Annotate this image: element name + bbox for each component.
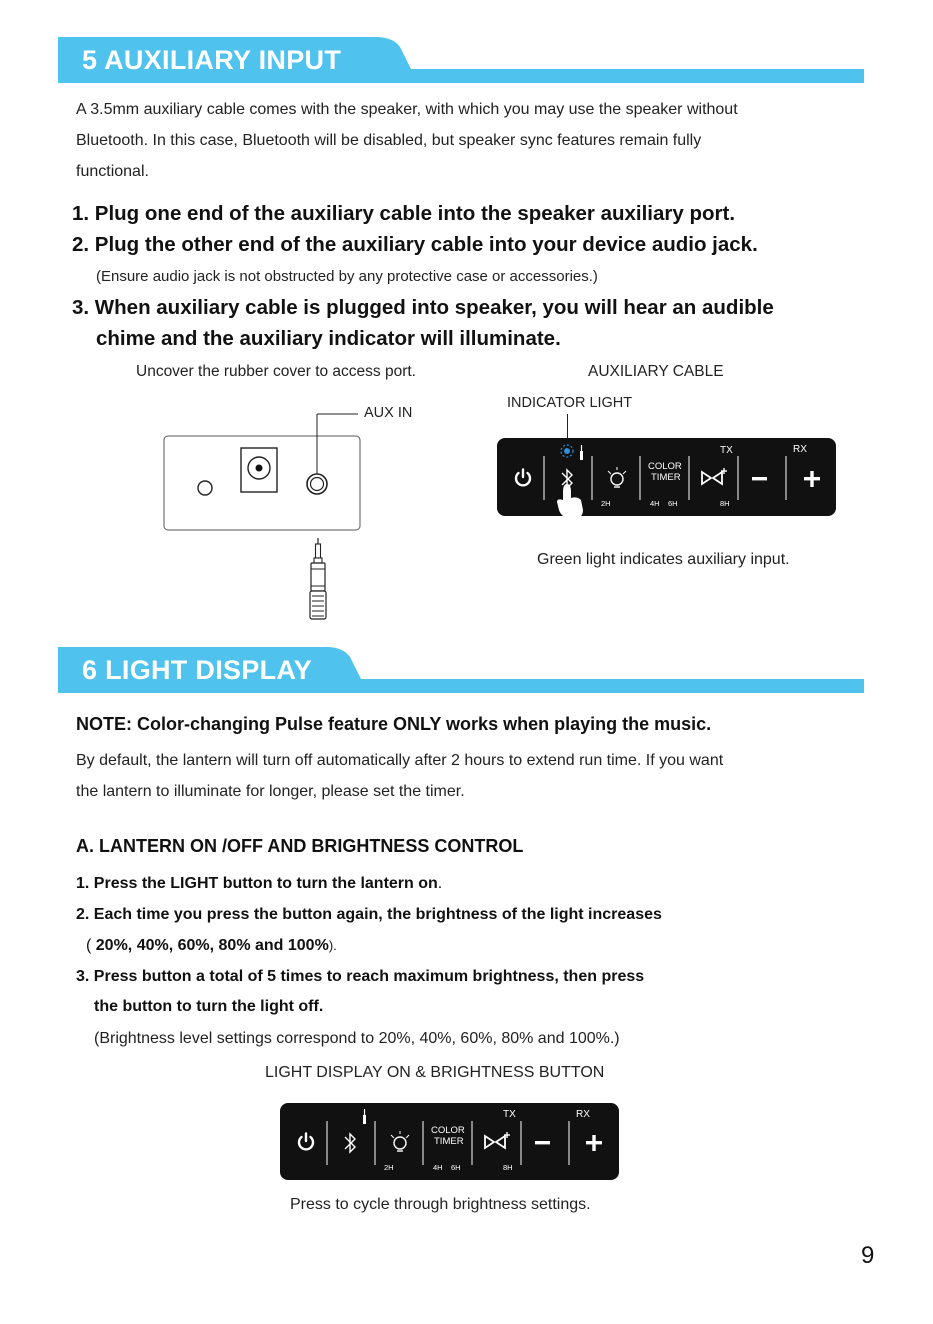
lantern-subheading: A. LANTERN ON /OFF AND BRIGHTNESS CONTROL	[76, 836, 524, 856]
lantern-step-3-line2: the button to turn the light off.	[94, 998, 324, 1015]
lantern-step-1-end: .	[437, 875, 443, 892]
plus-icon	[586, 1135, 602, 1151]
lantern-step-2: 2. Each time you press the button again, the brightness of the light increases	[76, 906, 662, 923]
light-bulb-icon	[608, 467, 626, 487]
intro-line: Bluetooth. In this case, Bluetooth will be disabled, but speaker sync features remain fully	[76, 132, 702, 149]
brightness-values: 20%, 40%, 60%, 80% and 100%	[95, 937, 329, 954]
intro-line: A 3.5mm auxiliary cable comes with the speaker, with which you may use the speaker without	[76, 101, 738, 118]
pointing-hand-icon	[557, 484, 583, 516]
timer-8h-label: 8H	[720, 499, 730, 508]
label-aux-in: AUX IN	[364, 405, 413, 421]
lantern-step-3-note: (Brightness level settings correspond to 20%, 40%, 60%, 80% and 100%.)	[94, 1030, 620, 1047]
lantern-step-1-text: 1. Press the LIGHT button to turn the lantern on	[76, 875, 438, 892]
timer-6h-label: 6H	[668, 499, 678, 508]
aux-plug-icon	[580, 445, 583, 460]
timer-label: TIMER	[434, 1136, 464, 1147]
timer-2h-label: 2H	[601, 499, 611, 508]
minus-icon	[752, 477, 767, 480]
indicator-light-icon	[561, 445, 573, 457]
timer-2h-label: 2H	[384, 1163, 394, 1172]
timer-4h-label: 4H	[433, 1163, 443, 1172]
timer-6h-label: 6H	[451, 1163, 461, 1172]
light-bulb-icon	[391, 1131, 409, 1151]
lantern-step-3-line1: 3. Press button a total of 5 times to reach maximum brightness, then press	[76, 968, 645, 985]
intro-line: functional.	[76, 163, 149, 180]
pulse-note: NOTE: Color-changing Pulse feature ONLY works when playing the music.	[76, 714, 712, 734]
party-sync-icon	[702, 468, 727, 484]
aux-step-2: 2. Plug the other end of the auxiliary cable into your device audio jack.	[72, 233, 758, 256]
lantern-step-1	[76, 875, 442, 893]
caption-green-light: Green light indicates auxiliary input.	[537, 551, 790, 568]
section6-intro	[76, 745, 723, 807]
aux-step-2-note: (Ensure audio jack is not obstructed by any protective case or accessories.)	[96, 268, 598, 285]
tx-label: TX	[720, 445, 733, 456]
aux-cable-plug	[310, 538, 326, 619]
section5-header	[58, 37, 864, 83]
intro-line: By default, the lantern will turn off automatically after 2 hours to extend run time. If you want	[76, 752, 724, 769]
minus-icon	[535, 1141, 550, 1144]
rx-label: RX	[793, 444, 807, 455]
aux-port-illustration	[160, 400, 370, 625]
intro-line: the lantern to illuminate for longer, please set the timer.	[76, 783, 465, 800]
label-indicator-light: INDICATOR LIGHT	[507, 395, 633, 411]
color-label: COLOR	[648, 461, 682, 472]
section6-title: 6 LIGHT DISPLAY	[82, 655, 313, 685]
aux-plug-icon	[363, 1109, 366, 1124]
caption-brightness-button: LIGHT DISPLAY ON & BRIGHTNESS BUTTON	[265, 1064, 605, 1081]
aux-step-3-line1: 3. When auxiliary cable is plugged into speaker, you will hear an audible	[72, 296, 774, 319]
bluetooth-icon	[345, 1134, 355, 1152]
timer-4h-label: 4H	[650, 499, 660, 508]
power-icon	[516, 470, 530, 486]
section5-intro	[76, 94, 738, 187]
caption-cover: Uncover the rubber cover to access port.	[136, 363, 416, 380]
caption-press-cycle: Press to cycle through brightness settings.	[290, 1196, 591, 1213]
section5-title: 5 AUXILIARY INPUT	[82, 45, 342, 75]
paren-open: (	[86, 937, 92, 954]
rx-label: RX	[576, 1109, 590, 1120]
party-sync-icon	[485, 1132, 510, 1148]
color-label: COLOR	[431, 1125, 465, 1136]
section6-header	[58, 647, 864, 693]
indicator-leader-line	[567, 414, 568, 440]
timer-8h-label: 8H	[503, 1163, 513, 1172]
lantern-step-2-values	[86, 937, 337, 955]
aux-step-3-line2: chime and the auxiliary indicator will illuminate.	[96, 327, 561, 350]
page-number: 9	[861, 1242, 875, 1269]
control-panel-aux	[497, 438, 836, 516]
timer-label: TIMER	[651, 472, 681, 483]
caption-cable: AUXILIARY CABLE	[588, 363, 724, 380]
aux-step-1: 1. Plug one end of the auxiliary cable into the speaker auxiliary port.	[72, 202, 736, 225]
control-panel-light	[280, 1103, 619, 1180]
tx-label: TX	[503, 1109, 516, 1120]
plus-icon	[804, 471, 820, 487]
power-icon	[299, 1134, 313, 1150]
paren-close: ).	[328, 938, 337, 953]
